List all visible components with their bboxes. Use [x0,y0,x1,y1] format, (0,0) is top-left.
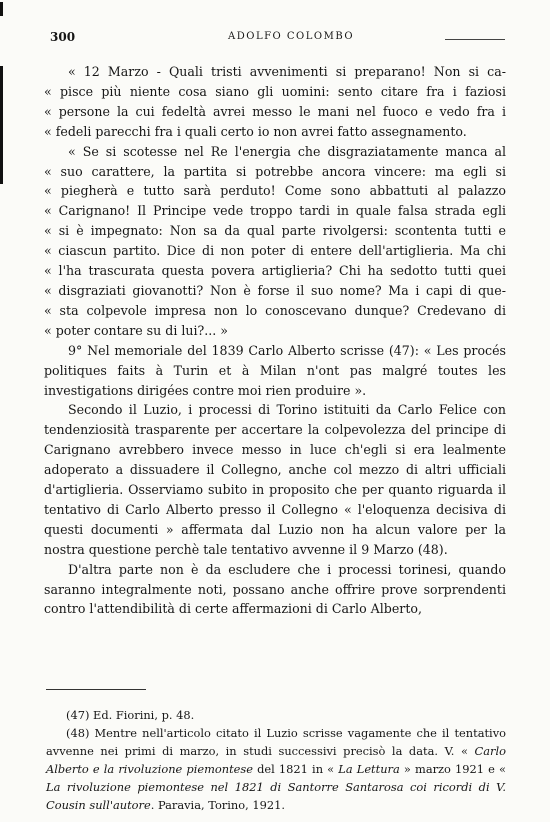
page-edge-mark-left [0,66,3,184]
quote-line: « Se si scotesse nel Re l'energia che disgraziatamente manca al [68,143,506,159]
quote-line: « pisce più niente cosa siano gli uomini: sento citare fra i faziosi [44,83,506,99]
footnote-rule [46,689,146,690]
quote-line: « fedeli parecchi fra i quali certo io non avrei fatto assegnamento. [44,123,467,139]
quote-line: « ciascun partito. Dice di non poter di entere dell'artiglieria. Ma chi [44,243,506,259]
footnote-48-text: del 1821 in « [253,762,339,776]
quote-line: « 12 Marzo - Quali tristi avvenimenti si preparano! Non si ca- [68,64,506,79]
page-number: 300 [50,30,76,44]
body-text [44,62,506,619]
paragraph-luzio: Secondo il Luzio, i processi di Torino istituiti da Carlo Felice con tendenziosità trasparente per accertare la colpevolezza del principe di Carignano avrebbero invece messo in luce ch'egli si era lealmente adoperato a dissuadere il Collegno, anche col mezzo di altri ufficiali d'artiglieria. Osserviamo subito in proposito che per quanto riguarda il tentativo di Carlo Alberto presso il Collegno « l'eloquenza decisiva di questi documenti » affermata dal Luzio non ha alcun valore per la nostra questione perchè tale tentativo avvenne il 9 Marzo (48). [44,402,506,557]
quote-line: « si è impegnato: Non sa da qual parte rivolgersi: scontenta tutti e [44,223,506,239]
running-title: ADOLFO COLOMBO [228,31,355,42]
quote-line: « disgraziati giovanotti? Non è forse il suo nome? Ma i capi di que- [44,282,506,298]
quote-line: « Carignano! Il Principe vede troppo tardi in quale falsa strada egli [44,203,506,219]
quote-line: « l'ha trascurata questa povera artiglieria? Chi ha sedotto tutti quei [44,263,506,279]
footnote-48 [46,724,506,814]
footnote-48-text: (48) Mentre nell'articolo citato il Luzio scrisse vagamente che il tentativo avvenne nei primi di marzo, in studi successivi precisò la data. V. « [46,726,506,758]
footnote-47: (47) Ed. Fiorini, p. 48. [66,708,195,722]
quote-line: « persone la cui fedeltà avrei messo le mani nel fuoco e vedo fra i [44,103,506,119]
footnote-48-text: » marzo 1921 e « [399,762,507,776]
footnotes [46,706,506,814]
paragraph-altra-parte: D'altra parte non è da escludere che i processi torinesi, quando saranno integralmente noti, possano anche offrire prove sorprendenti contro l'attendibilità di certe affermazioni di Carlo Alberto, [44,561,506,617]
header-rule [445,39,505,40]
footnote-48-title-article: Carlo Alberto e la rivoluzione piemontese [46,744,506,776]
quote-line: « poter contare su di lui?... » [44,322,228,338]
page-edge-mark-top [0,2,3,16]
footnote-48-publisher: . Paravia, Torino, 1921. [150,798,285,812]
footnote-48-title-book: La rivoluzione piemontese nel 1821 di Santorre Santarosa coi ricordi di V. Cousin sull'autore [46,780,506,812]
footnote-48-journal: La Lettura [338,762,400,776]
quote-line: « suo carattere, la partita si potrebbe ancora vincere: ma egli si [44,163,506,179]
quote-diary-12-marzo [44,62,506,142]
page-header [50,30,505,48]
paragraph-memoriale: 9° Nel memoriale del 1839 Carlo Alberto scrisse (47): « Les procés politiques faits à Turin et à Milan n'ont pas malgré toutes les investigations dirigées contre moi rien produire ». [44,342,506,398]
quote-diary-continued [44,142,506,341]
quote-line: « sta colpevole impresa non lo conoscevano dunque? Credevano di [44,302,506,318]
quote-line: « piegherà e tutto sarà perduto! Come sono abbattuti al palazzo [44,183,506,199]
